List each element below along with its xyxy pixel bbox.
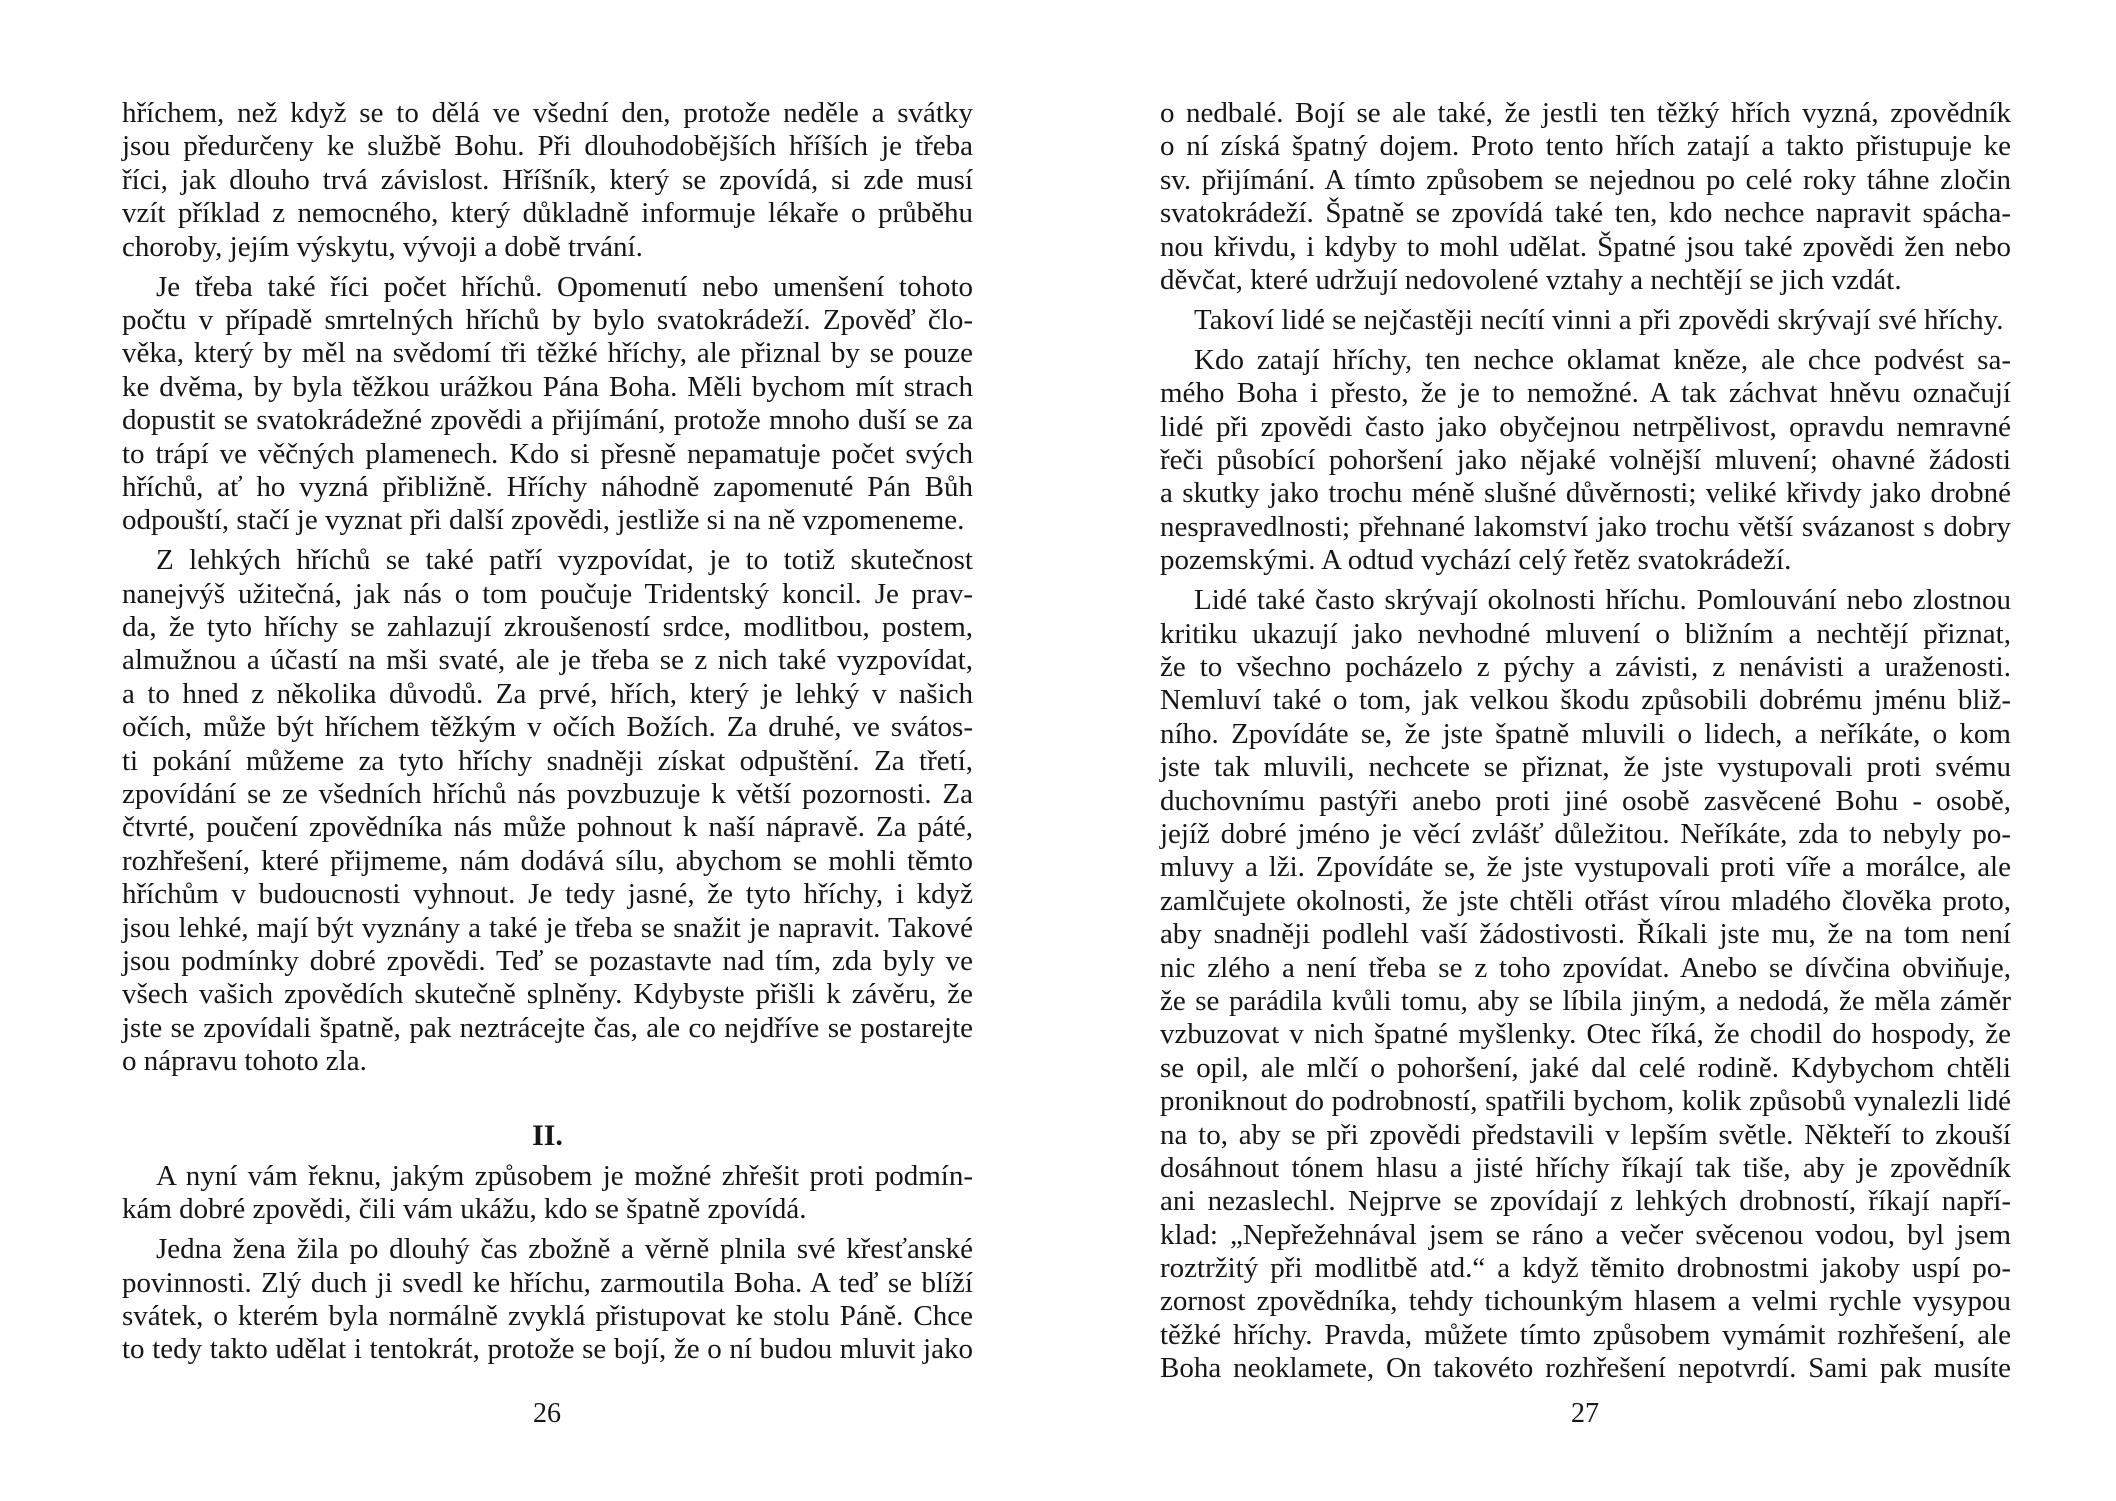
text-line: vzít příklad z nemocného, který důkladně informuje lékaře o průběhu bbox=[122, 197, 973, 230]
text-line: zpovídání se ze všedních hříchů nás povzbuzuje k větší pozornosti. Za bbox=[122, 778, 973, 810]
text-line: mého Boha i přesto, že je to nemožné. A tak záchvat hněvu označují bbox=[1160, 377, 2011, 410]
text-line: Z lehkých hříchů se také patří vyzpovídat, je to totiž skutečnost bbox=[156, 544, 973, 577]
paragraph bbox=[1160, 344, 2011, 578]
text-line: o ní získá špatný dojem. Proto tento hřích zatají a takto přistupuje ke bbox=[1160, 130, 2011, 163]
text-line: hříchem, než když se to dělá ve všední den, protože neděle a svátky bbox=[122, 97, 973, 129]
text-line: lidé při zpovědi často jako obyčejnou netrpělivost, opravdu nemravné bbox=[1160, 410, 2011, 443]
text-line: kritiku ukazují jako nevhodné mluvení o bližním a nechtějí přiznat, bbox=[1160, 617, 2011, 650]
text-line: ního. Zpovídáte se, že jste špatně mluvili o lidech, a neříkáte, o kom bbox=[1160, 717, 2011, 750]
paragraph bbox=[1160, 304, 2011, 337]
text-line: těžké hříchy. Pravda, můžete tímto způsobem vymámit rozhřešení, ale bbox=[1160, 1318, 2011, 1351]
text-line: o nápravu tohoto zla. bbox=[122, 1045, 367, 1078]
text-line: Nemluví také o tom, jak velkou škodu způsobili dobrému jménu bliž- bbox=[1160, 684, 2011, 717]
text-line: ti pokání můžeme za tyto hříchy snadněji získat odpuštění. Za třetí, bbox=[122, 744, 973, 777]
paragraph bbox=[122, 1233, 973, 1367]
right-page-text bbox=[1160, 97, 2011, 1392]
text-line: vzbuzovat v nich špatné myšlenky. Otec říká, že chodil do hospody, že bbox=[1160, 1018, 2011, 1051]
section-heading: II. bbox=[532, 1118, 563, 1152]
text-line: aby snadněji podlehl vaší žádostivosti. Říkali jste mu, že na tom není bbox=[1160, 918, 2011, 951]
text-line: jste tak mluvili, nechcete se přiznat, že jste vystupovali proti svému bbox=[1160, 751, 2011, 784]
text-line: čtvrté, poučení zpovědníka nás může pohnout k naší nápravě. Za páté, bbox=[122, 811, 973, 844]
paragraph bbox=[122, 97, 973, 264]
text-line: se opil, ale mlčí o pohoršení, jaké dal celé rodině. Kdybychom chtěli bbox=[1160, 1051, 2011, 1084]
text-line: řeči působící pohoršení jako nějaké volnější mluvení; ohavné žádosti bbox=[1160, 444, 2011, 477]
text-line: dosáhnout tónem hlasu a jisté hříchy říkají tak tiše, aby je zpovědník bbox=[1160, 1151, 2011, 1184]
text-line: Kdo zatají hříchy, ten nechce oklamat kněze, ale chce podvést sa- bbox=[1194, 343, 2011, 376]
text-line: odpouští, stačí je vyznat při další zpovědi, jestliže si na ně vzpomeneme. bbox=[122, 504, 965, 537]
text-line: děvčat, které udržují nedovolené vztahy a nechtějí se jich vzdát. bbox=[1160, 263, 1902, 296]
text-line: pozemskými. A odtud vychází celý řetěz svatokrádeží. bbox=[1160, 544, 1792, 577]
text-line: proniknout do podrobností, spatřili bychom, kolik způsobů vynalezli lidé bbox=[1160, 1085, 2011, 1118]
text-line: zamlčujete okolnosti, že jste chtěli otřást vírou mladého člověka proto, bbox=[1160, 884, 2011, 917]
text-line: nespravedlnosti; přehnané lakomství jako trochu větší svázanost s dobry bbox=[1160, 510, 2011, 543]
text-line: almužnou a účastí na mši svaté, ale je třeba se z nich také vyzpovídat, bbox=[122, 644, 973, 677]
text-line: Takoví lidé se nejčastěji necítí vinni a při zpovědi skrývají své hříchy. bbox=[1194, 303, 2004, 336]
text-line: Je třeba také říci počet hříchů. Opomenutí nebo umenšení tohoto bbox=[156, 270, 973, 303]
paragraph bbox=[122, 544, 973, 1078]
text-line: choroby, jejím výskytu, vývoji a době trvání. bbox=[122, 230, 643, 263]
text-line: nanejvýš užitečná, jak nás o tom poučuje Tridentský koncil. Je prav- bbox=[122, 577, 973, 610]
page-number-left: 26 bbox=[533, 1398, 561, 1429]
paragraph bbox=[1160, 584, 2011, 1385]
text-line: rozhřešení, které přijmeme, nám dodává sílu, abychom se mohli těmto bbox=[122, 844, 973, 877]
text-line: kám dobré zpovědi, čili vám ukážu, kdo se špatně zpovídá. bbox=[122, 1193, 807, 1226]
text-line: to tedy takto udělat i tentokrát, protože se bojí, že o ní budou mluvit jako bbox=[122, 1333, 973, 1366]
paragraph bbox=[122, 271, 973, 538]
text-line: Jedna žena žila po dlouhý čas zbožně a věrně plnila své křesťanské bbox=[156, 1233, 973, 1266]
text-line: a to hned z několika důvodů. Za prvé, hřích, který je lehký v našich bbox=[122, 677, 973, 710]
text-line: to trápí ve věčných plamenech. Kdo si přesně nepamatuje počet svých bbox=[122, 437, 973, 470]
text-line: ke dvěma, by byla těžkou urážkou Pána Boha. Měli bychom mít strach bbox=[122, 370, 973, 403]
text-line: nou křivdu, i kdyby to mohl udělat. Špatné jsou také zpovědi žen nebo bbox=[1160, 230, 2011, 263]
left-page-text bbox=[122, 97, 973, 1373]
text-line: da, že tyto hříchy se zahlazují zkroušeností srdce, modlitbou, postem, bbox=[122, 611, 973, 644]
page-number-right: 27 bbox=[1571, 1398, 1599, 1429]
text-line: Lidé také často skrývají okolnosti hříchu. Pomlouvání nebo zlostnou bbox=[1194, 584, 2011, 617]
text-line: jejíž dobré jméno je věcí zvlášť důležitou. Neříkáte, zda to nebyly po- bbox=[1160, 817, 2011, 850]
text-line: svátek, o kterém byla normálně zvyklá přistupovat ke stolu Páně. Chce bbox=[122, 1300, 973, 1333]
text-line: o nedbalé. Bojí se ale také, že jestli ten těžký hřích vyzná, zpovědník bbox=[1160, 97, 2011, 129]
text-line: počtu v případě smrtelných hříchů by bylo svatokrádeží. Zpověď člo- bbox=[122, 303, 973, 336]
text-line: že to všechno pocházelo z pýchy a závisti, z nenávisti a uraženosti. bbox=[1160, 651, 2011, 684]
text-line: ani nezaslechl. Nejprve se zpovídají z lehkých drobností, říkají napří- bbox=[1160, 1185, 2011, 1218]
text-line: zornost zpovědníka, tehdy tichounkým hlasem a velmi rychle vysypou bbox=[1160, 1285, 2011, 1318]
text-line: jsou předurčeny ke službě Bohu. Při dlouhodobějších hříších je třeba bbox=[122, 130, 973, 163]
paragraph bbox=[122, 1160, 973, 1227]
text-line: svatokrádeží. Špatně se zpovídá také ten, kdo nechce napravit spácha- bbox=[1160, 197, 2011, 230]
text-line: klad: „Nepřežehnával jsem se ráno a večer svěcenou vodou, byl jsem bbox=[1160, 1218, 2011, 1251]
text-line: duchovnímu pastýři anebo proti jiné osobě zasvěcené Bohu - osobě, bbox=[1160, 784, 2011, 817]
text-line: říci, jak dlouho trvá závislost. Hříšník, který se zpovídá, si zde musí bbox=[122, 163, 973, 196]
text-line: a skutky jako trochu méně slušné důvěrnosti; veliké křivdy jako drobné bbox=[1160, 477, 2011, 510]
text-line: roztržitý při modlitbě atd.“ a když těmito drobnostmi jakoby uspí po- bbox=[1160, 1252, 2011, 1285]
text-line: na to, aby se při zpovědi představili v lepším světle. Někteří to zkouší bbox=[1160, 1118, 2011, 1151]
paragraph bbox=[1160, 97, 2011, 297]
text-line: dopustit se svatokrádežné zpovědi a přijímání, protože mnoho duší se za bbox=[122, 404, 973, 437]
text-line: Boha neoklamete, On takovéto rozhřešení nepotvrdí. Sami pak musíte bbox=[1160, 1352, 2011, 1385]
text-line: A nyní vám řeknu, jakým způsobem je možné zhřešit proti podmín- bbox=[156, 1159, 973, 1192]
text-line: sv. přijímání. A tímto způsobem se nejednou po celé roky táhne zločin bbox=[1160, 163, 2011, 196]
text-line: jsou lehké, mají být vyznány a také je třeba se snažit je napravit. Takové bbox=[122, 911, 973, 944]
text-line: jste se zpovídali špatně, pak neztrácejte čas, ale co nejdříve se postarejte bbox=[122, 1011, 973, 1044]
text-line: povinnosti. Zlý duch ji svedl ke hříchu, zarmoutila Boha. A teď se blíží bbox=[122, 1266, 973, 1299]
text-line: věka, který by měl na svědomí tři těžké hříchy, ale přiznal by se pouze bbox=[122, 337, 973, 370]
text-line: hříchům v budoucnosti vyhnout. Je tedy jasné, že tyto hříchy, i když bbox=[122, 878, 973, 911]
text-line: všech vašich zpovědích skutečně splněny. Kdybyste přišli k závěru, že bbox=[122, 978, 973, 1011]
text-line: že se parádila kvůli tomu, aby se líbila jiným, a nedodá, že měla záměr bbox=[1160, 984, 2011, 1017]
text-line: nic zlého a není třeba se z toho zpovídat. Anebo se dívčina obviňuje, bbox=[1160, 951, 2011, 984]
text-line: mluvy a lži. Zpovídáte se, že jste vystupovali proti víře a morálce, ale bbox=[1160, 851, 2011, 884]
text-line: očích, může být hříchem těžkým v očích Božích. Za druhé, ve svátos- bbox=[122, 711, 973, 744]
text-line: jsou podmínky dobré zpovědi. Teď se pozastavte nad tím, zda byly ve bbox=[122, 944, 973, 977]
text-line: hříchů, ať ho vyzná přibližně. Hříchy náhodně zapomenuté Pán Bůh bbox=[122, 470, 973, 503]
